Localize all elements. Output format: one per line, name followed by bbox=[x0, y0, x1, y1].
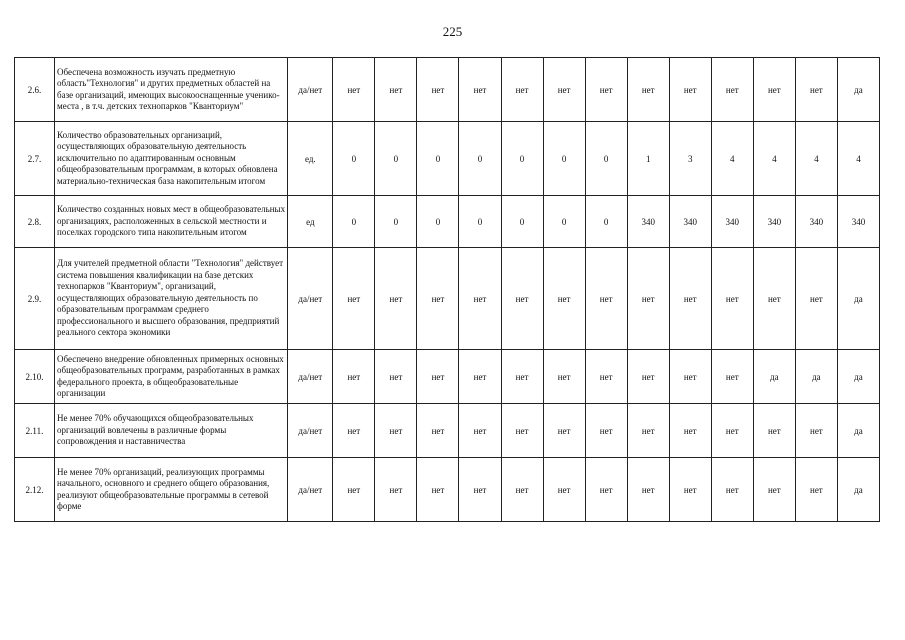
table-row bbox=[15, 248, 880, 350]
value-cell: 4 bbox=[753, 122, 795, 196]
value-cell: нет bbox=[501, 350, 543, 404]
indicator-description-cell: Количество созданных новых мест в общеобразовательных организациях, расположенных в сельской местности и поселках городского типа накопительным итогом bbox=[55, 196, 288, 248]
value-cell: нет bbox=[627, 248, 669, 350]
value-cell: нет bbox=[375, 458, 417, 522]
value-cell: 0 bbox=[585, 122, 627, 196]
table-row bbox=[15, 458, 880, 522]
value-cell: 0 bbox=[543, 196, 585, 248]
unit-cell: да/нет bbox=[288, 248, 333, 350]
value-cell: 4 bbox=[795, 122, 837, 196]
value-cell: да bbox=[837, 404, 879, 458]
value-cell: 340 bbox=[795, 196, 837, 248]
value-cell: 0 bbox=[501, 122, 543, 196]
value-cell: нет bbox=[459, 404, 501, 458]
value-cell: нет bbox=[753, 458, 795, 522]
value-cell: нет bbox=[711, 404, 753, 458]
unit-cell: да/нет bbox=[288, 350, 333, 404]
value-cell: нет bbox=[711, 248, 753, 350]
indicator-description-cell: Не менее 70% обучающихся общеобразовательных организаций вовлечены в различные формы сопровождения и наставничества bbox=[55, 404, 288, 458]
value-cell: нет bbox=[585, 58, 627, 122]
row-number-cell: 2.12. bbox=[15, 458, 55, 522]
table-row bbox=[15, 350, 880, 404]
row-number-cell: 2.7. bbox=[15, 122, 55, 196]
value-cell: нет bbox=[417, 404, 459, 458]
value-cell: нет bbox=[417, 248, 459, 350]
value-cell: да bbox=[837, 248, 879, 350]
row-number-cell: 2.11. bbox=[15, 404, 55, 458]
value-cell: нет bbox=[375, 404, 417, 458]
value-cell: нет bbox=[459, 350, 501, 404]
value-cell: 0 bbox=[459, 122, 501, 196]
value-cell: нет bbox=[627, 458, 669, 522]
value-cell: нет bbox=[711, 458, 753, 522]
value-cell: нет bbox=[543, 58, 585, 122]
value-cell: 0 bbox=[543, 122, 585, 196]
value-cell: 4 bbox=[711, 122, 753, 196]
value-cell: нет bbox=[375, 58, 417, 122]
value-cell: 340 bbox=[627, 196, 669, 248]
value-cell: нет bbox=[711, 58, 753, 122]
value-cell: 0 bbox=[375, 196, 417, 248]
unit-cell: ед. bbox=[288, 122, 333, 196]
value-cell: нет bbox=[627, 58, 669, 122]
indicator-description-cell: Для учителей предметной области "Технология" действует система повышения квалификации на базе детских технопарков "Кванториум", организаций, осуществляющих образовательную деятельность по образовательным программам среднего профессионального и высшего образования, предприятий реального сектора экономики bbox=[55, 248, 288, 350]
value-cell: 0 bbox=[333, 196, 375, 248]
value-cell: нет bbox=[669, 248, 711, 350]
value-cell: нет bbox=[627, 404, 669, 458]
value-cell: 1 bbox=[627, 122, 669, 196]
value-cell: нет bbox=[375, 350, 417, 404]
value-cell: да bbox=[837, 458, 879, 522]
table-row bbox=[15, 196, 880, 248]
value-cell: нет bbox=[333, 404, 375, 458]
value-cell: да bbox=[795, 350, 837, 404]
table-row bbox=[15, 404, 880, 458]
indicator-description-cell: Обеспечено внедрение обновленных примерных основных общеобразовательных программ, разработанных в рамках федерального проекта, в общеобразовательные организации bbox=[55, 350, 288, 404]
value-cell: нет bbox=[333, 58, 375, 122]
value-cell: нет bbox=[501, 404, 543, 458]
page-number: 225 bbox=[442, 24, 463, 39]
indicator-description-cell: Количество образовательных организаций, осуществляющих образовательную деятельность исключительно по адаптированным основным общеобразовательным программам, в которых обновлена материально-техническая база накопительным итогом bbox=[55, 122, 288, 196]
value-cell: нет bbox=[669, 458, 711, 522]
value-cell: нет bbox=[375, 248, 417, 350]
value-cell: 0 bbox=[375, 122, 417, 196]
unit-cell: да/нет bbox=[288, 458, 333, 522]
value-cell: нет bbox=[417, 458, 459, 522]
value-cell: 0 bbox=[585, 196, 627, 248]
value-cell: нет bbox=[753, 248, 795, 350]
table-row bbox=[15, 58, 880, 122]
value-cell: да bbox=[753, 350, 795, 404]
value-cell: нет bbox=[795, 458, 837, 522]
value-cell: нет bbox=[417, 350, 459, 404]
value-cell: 340 bbox=[753, 196, 795, 248]
value-cell: нет bbox=[585, 350, 627, 404]
table-row bbox=[15, 122, 880, 196]
value-cell: 340 bbox=[669, 196, 711, 248]
value-cell: 340 bbox=[837, 196, 879, 248]
value-cell: 0 bbox=[417, 196, 459, 248]
value-cell: 340 bbox=[711, 196, 753, 248]
value-cell: да bbox=[837, 350, 879, 404]
value-cell: 0 bbox=[459, 196, 501, 248]
value-cell: нет bbox=[795, 58, 837, 122]
unit-cell: ед bbox=[288, 196, 333, 248]
value-cell: нет bbox=[753, 58, 795, 122]
value-cell: нет bbox=[795, 248, 837, 350]
value-cell: нет bbox=[459, 58, 501, 122]
value-cell: нет bbox=[627, 350, 669, 404]
value-cell: нет bbox=[543, 404, 585, 458]
value-cell: да bbox=[837, 58, 879, 122]
unit-cell: да/нет bbox=[288, 58, 333, 122]
indicators-table bbox=[14, 57, 880, 522]
value-cell: нет bbox=[459, 458, 501, 522]
value-cell: 0 bbox=[501, 196, 543, 248]
value-cell: нет bbox=[753, 404, 795, 458]
value-cell: нет bbox=[501, 58, 543, 122]
value-cell: нет bbox=[501, 248, 543, 350]
value-cell: 0 bbox=[417, 122, 459, 196]
value-cell: нет bbox=[543, 458, 585, 522]
value-cell: нет bbox=[459, 248, 501, 350]
value-cell: нет bbox=[585, 248, 627, 350]
value-cell: нет bbox=[711, 350, 753, 404]
value-cell: нет bbox=[333, 458, 375, 522]
value-cell: нет bbox=[585, 404, 627, 458]
unit-cell: да/нет bbox=[288, 404, 333, 458]
indicator-description-cell: Обеспечена возможность изучать предметную область"Технология" и других предметных областей на базе организаций, имеющих высокооснащенные ученико-места , в т.ч. детских технопарков "Кванториум" bbox=[55, 58, 288, 122]
value-cell: 0 bbox=[333, 122, 375, 196]
value-cell: нет bbox=[543, 350, 585, 404]
value-cell: 4 bbox=[837, 122, 879, 196]
value-cell: нет bbox=[669, 350, 711, 404]
value-cell: нет bbox=[501, 458, 543, 522]
row-number-cell: 2.6. bbox=[15, 58, 55, 122]
value-cell: нет bbox=[669, 404, 711, 458]
value-cell: нет bbox=[669, 58, 711, 122]
indicator-description-cell: Не менее 70% организаций, реализующих программы начального, основного и среднего общего образования, реализуют общеобразовательные программы в сетевой форме bbox=[55, 458, 288, 522]
value-cell: нет bbox=[543, 248, 585, 350]
value-cell: нет bbox=[417, 58, 459, 122]
value-cell: нет bbox=[585, 458, 627, 522]
row-number-cell: 2.9. bbox=[15, 248, 55, 350]
row-number-cell: 2.8. bbox=[15, 196, 55, 248]
value-cell: нет bbox=[333, 248, 375, 350]
row-number-cell: 2.10. bbox=[15, 350, 55, 404]
value-cell: нет bbox=[795, 404, 837, 458]
value-cell: 3 bbox=[669, 122, 711, 196]
value-cell: нет bbox=[333, 350, 375, 404]
